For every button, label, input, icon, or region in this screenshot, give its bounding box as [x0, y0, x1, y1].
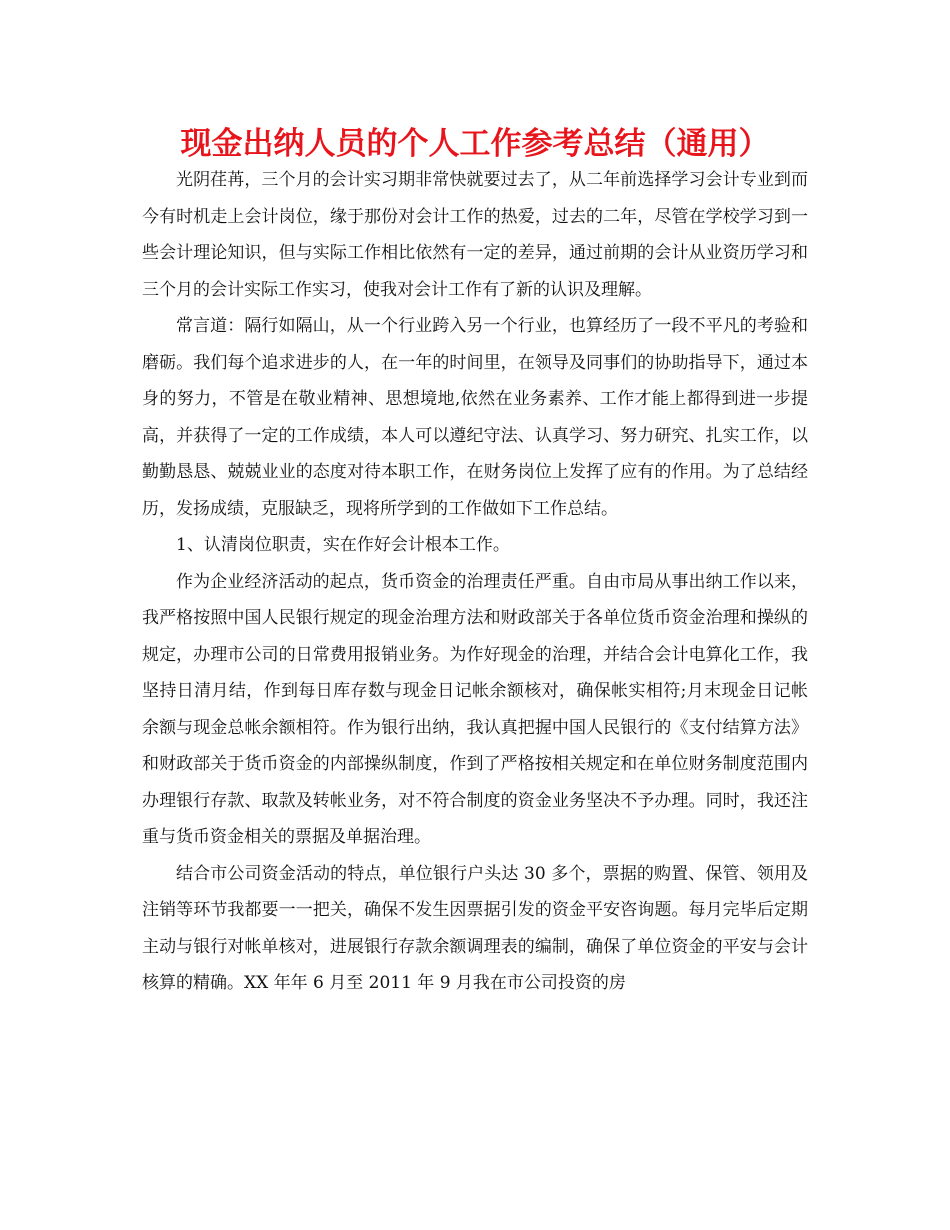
document-title: 现金出纳人员的个人工作参考总结（通用） [180, 126, 770, 162]
paragraph-2: 常言道：隔行如隔山，从一个行业跨入另一个行业，也算经历了一段不平凡的考验和磨砺。我们每个追求进步的人，在一年的时间里，在领导及同事们的协助指导下，通过本身的努力，不管是在敬业精神、思想境地,依然在业务素养、工作才能上都得到进一步提高，并获得了一定的工作成绩，本人可以遵纪守法、认真学习、努力研究、扎实工作，以勤勤恳恳、兢兢业业的态度对待本职工作，在财务岗位上发挥了应有的作用。为了总结经历，发扬成绩，克服缺乏，现将所学到的工作做如下工作总结。 [142, 316, 808, 519]
section-heading-1: 1、认清岗位职责，实在作好会计根本工作。 [176, 535, 510, 555]
document-body [142, 162, 808, 1002]
paragraph-3: 作为企业经济活动的起点，货币资金的治理责任严重。自由市局从事出纳工作以来，我严格按照中国人民银行规定的现金治理方法和财政部关于各单位货币资金治理和操纵的规定，办理市公司的日常费用报销业务。为作好现金的治理，并结合会计电算化工作，我坚持日清月结，作到每日库存数与现金日记帐余额核对，确保帐实相符;月末现金日记帐余额与现金总帐余额相符。作为银行出纳，我认真把握中国人民银行的《支付结算方法》和财政部关于货币资金的内部操纵制度，作到了严格按相关规定和在单位财务制度范围内办理银行存款、取款及转帐业务，对不符合制度的资金业务坚决不予办理。同时，我还注重与货币资金相关的票据及单据治理。 [142, 571, 808, 847]
paragraph-1: 光阴荏苒，三个月的会计实习期非常快就要过去了，从二年前选择学习会计专业到而今有时机走上会计岗位，缘于那份对会计工作的热爱，过去的二年，尽管在学校学习到一些会计理论知识，但与实际工作相比依然有一定的差异，通过前期的会计从业资历学习和三个月的会计实际工作实习，使我对会计工作有了新的认识及理解。 [142, 170, 808, 300]
paragraph-4: 结合市公司资金活动的特点，单位银行户头达 30 多个，票据的购置、保管、领用及注销等环节我都要一一把关，确保不发生因票据引发的资金平安咨询题。每月完毕后定期主动与银行对帐单核对，进展银行存款余额调理表的编制，确保了单位资金的平安与会计核算的精确。XX 年年 6 月至 2011 年 9 月我在市公司投资的房 [142, 863, 808, 993]
